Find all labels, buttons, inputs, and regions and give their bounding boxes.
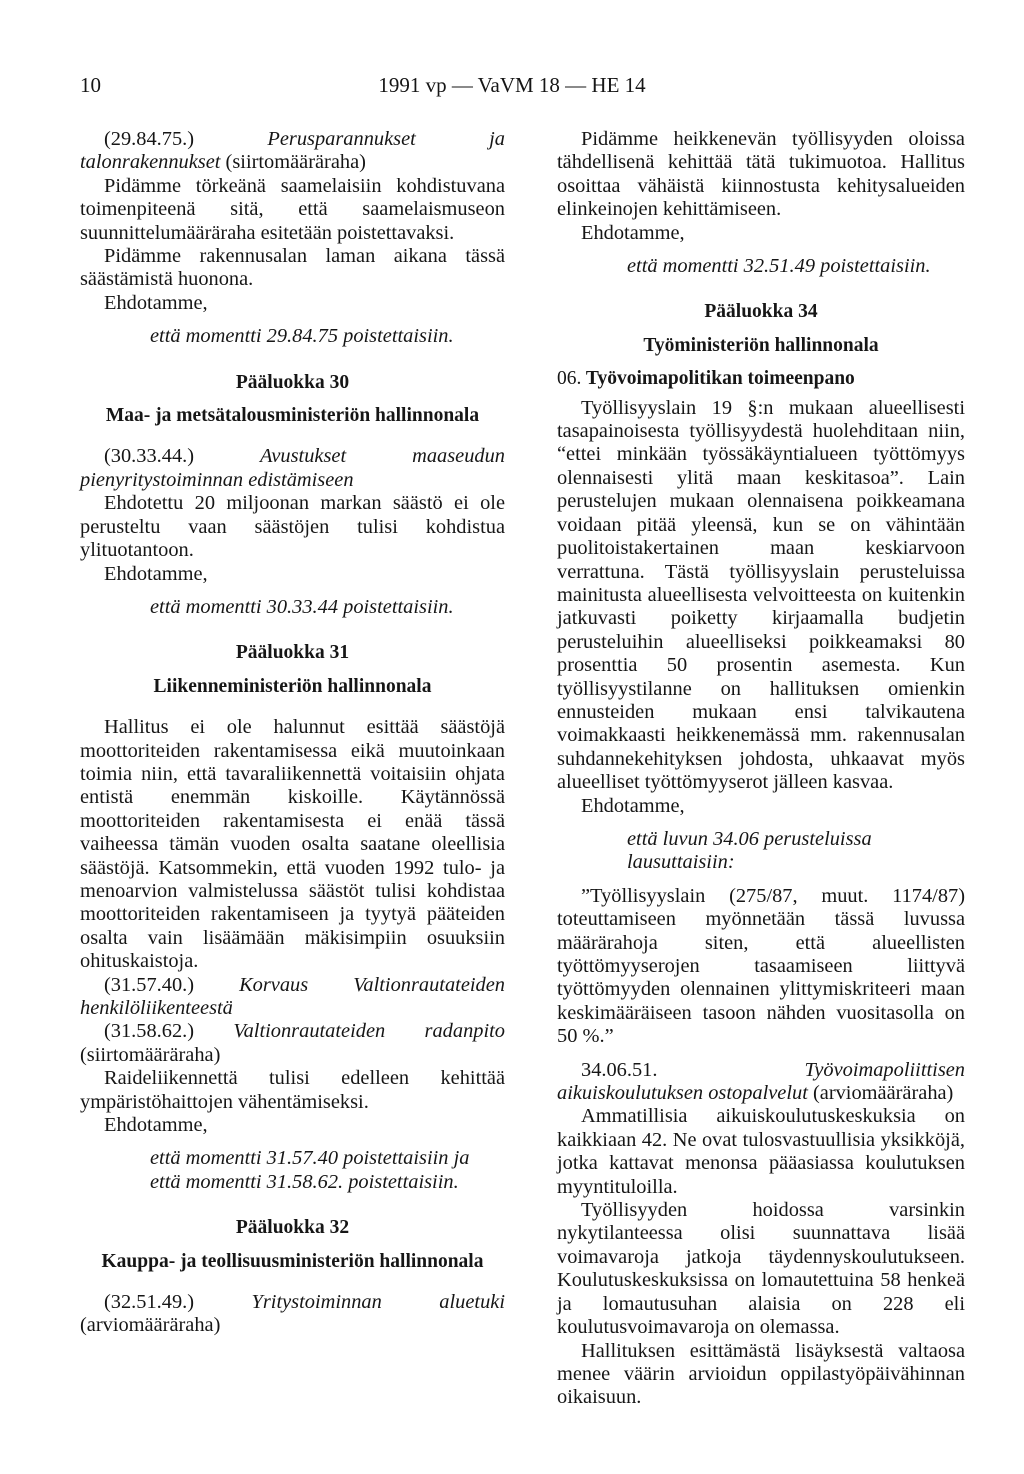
- page-number: 10: [80, 73, 101, 97]
- paragraph: [80, 1020, 505, 1067]
- item-code: (31.57.40.): [104, 973, 195, 996]
- proposal: että momentti 29.84.75 poistettaisiin.: [150, 325, 454, 348]
- paragraph: [80, 445, 505, 492]
- paragraph: [557, 1059, 965, 1106]
- paragraph: Ehdotettu 20 miljoonan markan säästö ei ole perusteltu vaan säästöjen tulisi kohdistua ylituotantoon.: [80, 492, 505, 562]
- ministry-title: Kauppa- ja teollisuusministeriön hallinnonala: [101, 1250, 484, 1272]
- paragraph: Ehdotamme,: [104, 1114, 208, 1137]
- item-title: Avustukset maaseudun pienyritystoiminnan edistämiseen: [80, 445, 505, 491]
- proposal: että momentti 32.51.49 poistettaisiin.: [627, 255, 931, 278]
- item-type: (siirtomääräraha): [225, 151, 366, 174]
- item-code: 34.06.51.: [581, 1058, 658, 1081]
- paragraph: Raideliikennettä tulisi edelleen kehittää ympäristöhaittojen vähentämiseksi.: [80, 1067, 505, 1113]
- section-title: Pääluokka 32: [235, 1217, 350, 1239]
- paragraph: Hallituksen esittämästä lisäyksestä valtaosa menee väärin arvioidun oppilastyöpäivähinnan oikaisuun.: [557, 1339, 965, 1409]
- paragraph: Ehdotamme,: [104, 291, 208, 314]
- item-code: (29.84.75.): [104, 128, 195, 150]
- quoted-text: ”Työllisyyslain (275/87, muut. 1174/87) toteuttamiseen myönnetään tässä luvussa määrärahoja siten, että alueellisten työttömyyserojen tasaamiseen liittyvä työttömyyden olennainen ylittymiskriteeri maan keskimääräiseen tasoon nähden vuositasolla on 50 %.”: [557, 884, 965, 1048]
- ministry-title: Maa- ja metsätalousministeriön hallinnonala: [105, 405, 480, 427]
- item-title: Perusparannukset ja talonrakennukset: [80, 128, 505, 174]
- chapter-title: [557, 367, 965, 390]
- right-column: [557, 128, 965, 1410]
- section-title: Pääluokka 31: [235, 642, 350, 664]
- ministry-title: Liikenneministeriön hallinnonala: [153, 675, 432, 697]
- ministry-title: Työministeriön hallinnonala: [643, 334, 879, 356]
- paragraph: [80, 1291, 505, 1338]
- item-title: Työvoimapoliittisen aikuiskoulutuksen ostopalvelut: [557, 1058, 965, 1105]
- proposal: että momentti 31.58.62. poistettaisiin.: [150, 1170, 459, 1193]
- chapter-number: 06.: [557, 368, 582, 390]
- chapter-name: Työvoimapolitikan toimeenpano: [585, 368, 855, 390]
- paragraph: Ehdotamme,: [581, 794, 685, 817]
- page-header: [0, 73, 1024, 103]
- item-type: (arviomääräraha): [80, 1314, 221, 1337]
- item-code: (31.58.62.): [104, 1020, 195, 1043]
- item-title: Yritystoiminnan aluetuki: [251, 1291, 505, 1314]
- paragraph: Ehdotamme,: [104, 562, 208, 585]
- paragraph: Ehdotamme,: [581, 221, 685, 244]
- item-title: Valtionrautateiden radanpito: [233, 1020, 505, 1043]
- section-title: Pääluokka 30: [235, 371, 350, 393]
- paragraph: Pidämme heikkenevän työllisyyden oloissa tähdellisenä kehittää tätä tukimuotoa. Hallitus osoittaa vähäistä kiinnostusta kehitysalueiden elinkeinojen kehittämiseen.: [557, 128, 965, 221]
- paragraph: Pidämme törkeänä saamelaisiin kohdistuvana toimenpiteenä sitä, että saamelaismuseon suunnittelumääräraha esitetään poistettavaksi.: [80, 174, 505, 244]
- paragraph: [80, 128, 505, 175]
- paragraph: Työllisyyslain 19 §:n mukaan alueellisesti tasapainoisesta työllisyydestä huolehditaan niin, “ettei minkään työssäkäyntialueen työttömyys olennaisesti ylitä maan keskitasoa”. Lain perustelujen mukaan olennaisena poikkeamana voidaan pitää yleensä, kun se on vähintään puolitoistakertainen maan keskiarvoon verrattuna. Tästä työllisyyslain perusteluissa mainitusta alueellisesta velvoitteesta on kuitenkin jatkuvasti poiketty kirjaamalla budjetin perusteluihin alueelliseksi poikkeamaksi 80 prosenttia 50 prosentin asemesta. Kun työllisyystilanne on hallituksen omienkin ennusteiden mukaan ensi talvikautena voimakkaasti heikkenemässä mm. rakennusalan suhdannekehityksen johdosta, uhkaavat myös alueelliset työttömyyserot jälleen kasvaa.: [557, 396, 965, 794]
- proposal: että momentti 31.57.40 poistettaisiin ja: [150, 1147, 470, 1170]
- paragraph: Ammatillisia aikuiskoulutuskeskuksia on kaikkiaan 42. Ne ovat tulosvastuullisia yksikköjä, jotka kattavat menonsa pääasiassa koulutuksen myyntituloilla.: [557, 1105, 965, 1198]
- item-title: Korvaus Valtionrautateiden henkilöliikenteestä: [80, 973, 505, 1019]
- section-title: Pääluokka 34: [704, 301, 818, 323]
- item-code: (32.51.49.): [104, 1291, 195, 1314]
- item-type: (arviomääräraha): [812, 1082, 954, 1105]
- paragraph: Pidämme rakennusalan laman aikana tässä säästämistä huonona.: [80, 245, 505, 291]
- paragraph: Työllisyyden hoidossa varsinkin nykytilanteessa olisi suunnattava lisää voimavaroja jatkoja täydennyskoulutukseen. Koulutuskeskuksissa on lomautettuina 58 henkeä ja lomautusuhan alaisia on 228 eli koulutusvoimavaroja on olemassa.: [557, 1199, 965, 1339]
- proposal: että momentti 30.33.44 poistettaisiin.: [150, 595, 454, 618]
- paragraph: [80, 974, 505, 1021]
- running-head: 1991 vp — VaVM 18 — HE 14: [378, 73, 646, 97]
- left-column: [80, 128, 505, 1338]
- item-code: (30.33.44.): [104, 445, 195, 468]
- item-type: (siirtomääräraha): [80, 1043, 221, 1066]
- proposal: että luvun 34.06 perusteluissa lausuttaisiin:: [627, 827, 872, 874]
- paragraph: Hallitus ei ole halunnut esittää säästöjä moottoriteiden rakentamisessa eikä muutoinkaan toimia niin, että tavaraliikennettä voitaisiin ohjata entistä enemmän kiskoille. Käytännössä moottoriteiden rakentamisesta ei enää tässä vaiheessa tämän vuoden osalta saatane oleellisia säästöjä. Katsommekin, että vuoden 1992 tulo- ja menoarvion valmistelussa säästöt tulisi kohdistaa moottoriteiden rakentamiseen ja tyytyä pääteiden osalta vain lisäämään mäkisimpiin osuuksiin ohituskaistoja.: [80, 716, 505, 973]
